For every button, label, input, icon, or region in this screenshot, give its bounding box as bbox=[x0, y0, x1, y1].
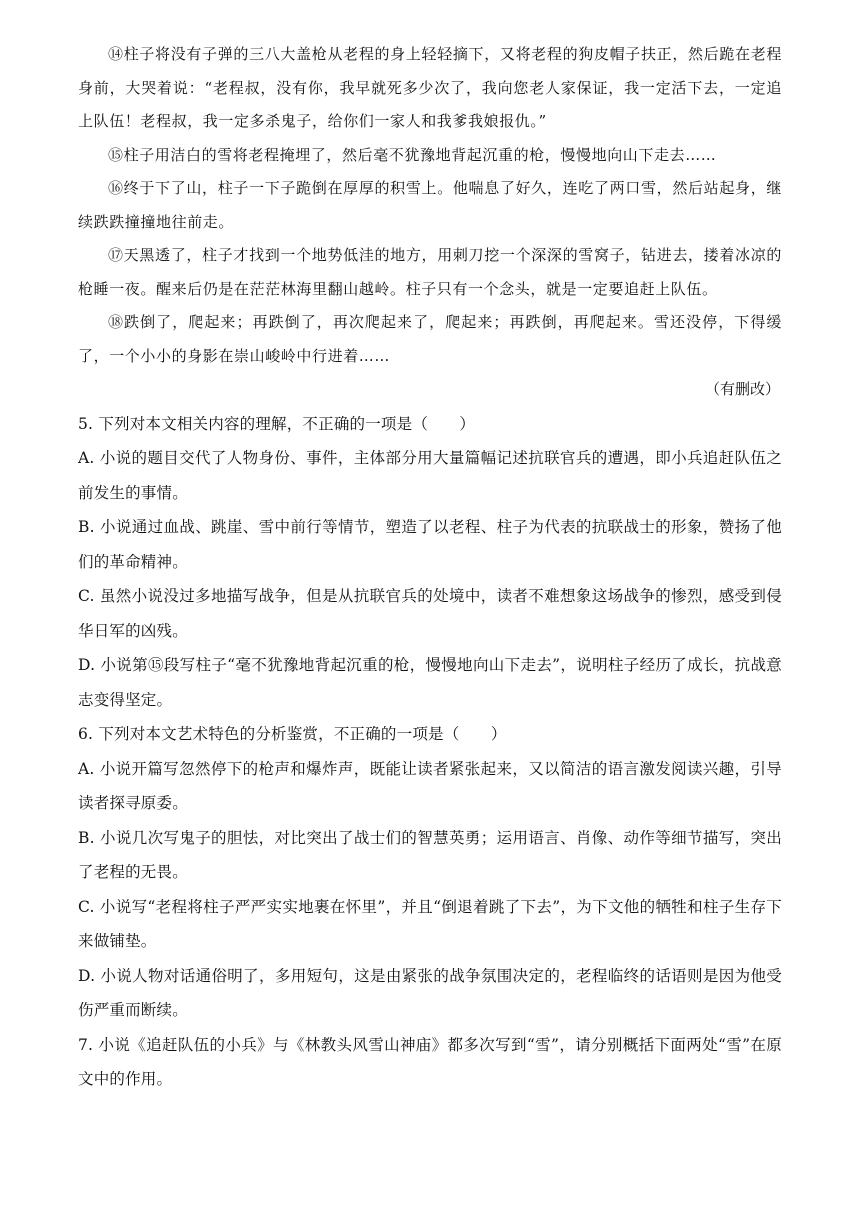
question-6-option-b: B. 小说几次写鬼子的胆怯，对比突出了战士们的智慧英勇；运用语言、肖像、动作等细节描写，突出了老程的无畏。 bbox=[78, 828, 782, 881]
question-5-option-b: B. 小说通过血战、跳崖、雪中前行等情节，塑造了以老程、柱子为代表的抗联战士的形象，赞扬了他们的革命精神。 bbox=[78, 518, 782, 571]
story-excerpt bbox=[78, 38, 782, 407]
question-6-option-c: C. 小说写“老程将柱子严严实实地裹在怀里”，并且“倒退着跳了下去”，为下文他的牺牲和柱子生存下来做铺垫。 bbox=[78, 897, 782, 950]
question-6 bbox=[78, 717, 782, 1028]
question-7 bbox=[78, 1028, 782, 1097]
question-6-option-d: D. 小说人物对话通俗明了，多用短句，这是由紧张的战争氛围决定的，老程临终的话语则是因为他受伤严重而断续。 bbox=[78, 966, 782, 1019]
question-5-option-d: D. 小说第⑮段写柱子“毫不犹豫地背起沉重的枪，慢慢地向山下走去”，说明柱子经历了成长，抗战意志变得坚定。 bbox=[78, 656, 782, 709]
question-7-stem: 7. 小说《追赶队伍的小兵》与《林教头风雪山神庙》都多次写到“雪”，请分别概括下面两处“雪”在原文中的作用。 bbox=[78, 1035, 782, 1088]
question-5-stem: 5. 下列对本文相关内容的理解，不正确的一项是（ ） bbox=[78, 414, 476, 433]
story-paragraph-16: ⑯终于下了山，柱子一下子跪倒在厚厚的积雪上。他喘息了好久，连吃了两口雪，然后站起身，继续跌跌撞撞地往前走。 bbox=[78, 179, 782, 231]
question-5-option-c: C. 虽然小说没过多地描写战争，但是从抗联官兵的处境中，读者不难想象这场战争的惨烈，感受到侵华日军的凶残。 bbox=[78, 587, 782, 640]
source-note: （有删改） bbox=[704, 380, 780, 398]
story-paragraph-17: ⑰天黑透了，柱子才找到一个地势低洼的地方，用刺刀挖一个深深的雪窝子，钻进去，搂着冰凉的枪睡一夜。醒来后仍是在茫茫林海里翻山越岭。柱子只有一个念头，就是一定要追赶上队伍。 bbox=[78, 246, 782, 298]
story-paragraph-14: ⑭柱子将没有子弹的三八大盖枪从老程的身上轻轻摘下，又将老程的狗皮帽子扶正，然后跪在老程身前，大哭着说：“老程叔，没有你，我早就死多少次了，我向您老人家保证，我一定活下去，一定追上队伍！老程叔，我一定多杀鬼子，给你们一家人和我爹我娘报仇。” bbox=[78, 45, 782, 130]
story-paragraph-15: ⑮柱子用洁白的雪将老程掩埋了，然后毫不犹豫地背起沉重的枪，慢慢地向山下走去…… bbox=[108, 145, 717, 164]
question-6-option-a: A. 小说开篇写忽然停下的枪声和爆炸声，既能让读者紧张起来，又以简洁的语言激发阅读兴趣，引导读者探寻原委。 bbox=[78, 759, 782, 812]
question-5-option-a: A. 小说的题目交代了人物身份、事件，主体部分用大量篇幅记述抗联官兵的遭遇，即小兵追赶队伍之前发生的事情。 bbox=[78, 449, 782, 502]
story-paragraph-18: ⑱跌倒了，爬起来；再跌倒了，再次爬起来了，爬起来；再跌倒，再爬起来。雪还没停，下得缓了，一个小小的身影在崇山峻岭中行进着…… bbox=[78, 313, 782, 365]
question-5 bbox=[78, 407, 782, 718]
question-6-stem: 6. 下列对本文艺术特色的分析鉴赏，不正确的一项是（ ） bbox=[78, 725, 507, 743]
